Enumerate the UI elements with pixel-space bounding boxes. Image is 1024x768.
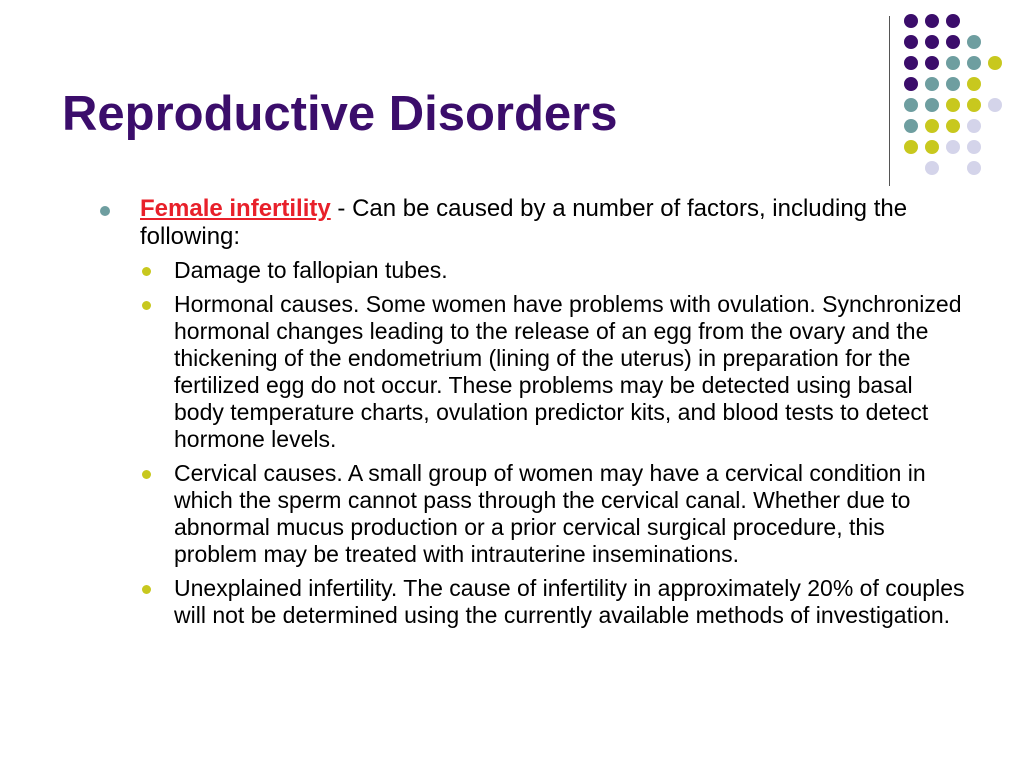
main-bullet-text: - Can be caused by a number of factors, including the following: [140, 195, 908, 250]
decorative-dot [946, 14, 960, 28]
decorative-dot [925, 14, 939, 28]
sub-bullet-dot [142, 267, 151, 276]
decorative-dot [967, 119, 981, 133]
sub-bullet-cervical [98, 460, 968, 568]
decorative-dot [904, 77, 918, 91]
sub-bullet-text: Unexplained infertility. The cause of infertility in approximately 20% of couples will not be determined using the currently available methods of investigation. [174, 575, 965, 628]
decorative-dot [946, 98, 960, 112]
decorative-dot [946, 35, 960, 49]
decorative-dot [988, 98, 1002, 112]
decorative-dot [925, 140, 939, 154]
decorative-dot [967, 56, 981, 70]
decorative-dot [946, 140, 960, 154]
decorative-dot-grid [904, 14, 1014, 164]
decorative-dot [946, 77, 960, 91]
decorative-dot [946, 56, 960, 70]
decorative-dot [904, 35, 918, 49]
decorative-dot [967, 77, 981, 91]
slide-title: Reproductive Disorders [62, 87, 618, 141]
decorative-dot [967, 98, 981, 112]
decorative-dot [967, 35, 981, 49]
decorative-dot [925, 77, 939, 91]
decorative-dot [925, 119, 939, 133]
female-infertility-term: Female infertility [140, 195, 331, 222]
sub-bullet-text: Cervical causes. A small group of women may have a cervical condition in which the sperm cannot pass through the cervical canal. Whether due to abnormal mucus production or a prior cervical surgical procedure, this problem may be treated with intrauterine inseminations. [174, 460, 926, 567]
decorative-dot [946, 119, 960, 133]
decorative-dot [904, 119, 918, 133]
main-bullet [98, 195, 968, 251]
sub-bullet-dot [142, 585, 151, 594]
decorative-dot [904, 14, 918, 28]
decorative-dot [904, 140, 918, 154]
decorative-dot [925, 56, 939, 70]
slide-content [98, 195, 968, 636]
sub-bullet-fallopian [98, 257, 968, 284]
decorative-dot [925, 98, 939, 112]
decorative-dot [925, 161, 939, 175]
sub-bullet-text: Hormonal causes. Some women have problems with ovulation. Synchronized hormonal changes leading to the release of an egg from the ovary and the thickening of the endometrium (lining of the uterus) in preparation for the fertilized egg do not occur. These problems may be detected using basal body temperature charts, ovulation predictor kits, and blood tests to detect hormone levels. [174, 291, 962, 452]
decorative-dot [904, 56, 918, 70]
decorative-dot [925, 35, 939, 49]
main-bullet-dot [100, 206, 110, 216]
decorative-dot [988, 56, 1002, 70]
decorative-dot [967, 140, 981, 154]
decorative-dot [967, 161, 981, 175]
vertical-divider [889, 16, 890, 186]
sub-bullet-hormonal [98, 291, 968, 453]
sub-bullet-dot [142, 301, 151, 310]
sub-bullet-unexplained [98, 575, 968, 629]
sub-bullet-text: Damage to fallopian tubes. [174, 257, 448, 283]
sub-bullet-dot [142, 470, 151, 479]
decorative-dot [904, 98, 918, 112]
sub-bullet-list [98, 257, 968, 629]
